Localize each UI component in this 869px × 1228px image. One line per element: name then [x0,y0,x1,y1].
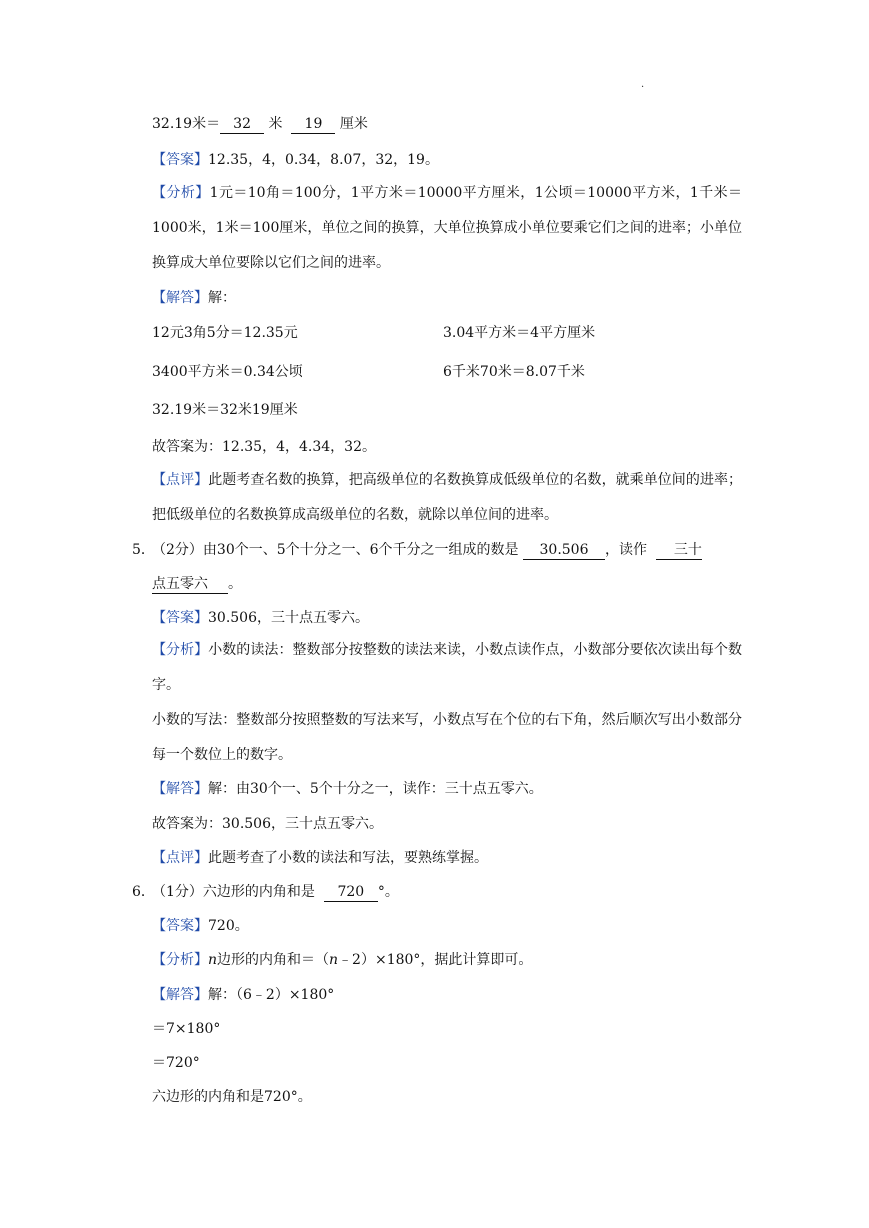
q5-solution-final: 故答案为：30.506，三十点五零六。 [152,816,383,832]
comment-tag: 【点评】 [152,472,209,488]
q6-question: （1分）六边形的内角和是 720 °。 [152,884,399,900]
analysis-tag: 【分析】 [152,952,208,968]
answer-blank: 19 [291,115,335,134]
answer-tag: 【答案】 [152,152,208,168]
q5-question-line2: 点五零六 。 [152,576,242,592]
q4-solution-r3: 32.19米＝32米19厘米 [152,402,298,418]
q6-solution: 【解答】解：（6﹣2）×180° [152,987,335,1003]
answer-blank: 32 [220,115,264,134]
q4-answer: 【答案】12.35，4，0.34，8.07，32，19。 [152,152,439,168]
comment-tag: 【点评】 [152,850,208,866]
q4-comment: 【点评】此题考查名数的换算，把高级单位的名数换算成低级单位的名数，就乘单位间的进率；把低级单位的名数换算成高级单位的名数，就除以单位间的进率。 [152,472,743,523]
q4-conversion-line: 32.19米＝ 32 米 19 厘米 [152,116,368,132]
q5-analysis-writing: 小数的写法：整数部分按照整数的写法来写，小数点写在个位的右下角，然后顺次写出小数部分每一个数位上的数字。 [152,712,742,763]
answer-blank: 三十 [656,541,702,560]
answer-blank: 点五零六 [152,575,228,594]
q6-solution-conclusion: 六边形的内角和是720°。 [152,1089,312,1105]
solution-tag: 【解答】 [152,290,208,306]
q4-analysis: 【分析】1元＝10角＝100分，1平方米＝10000平方厘米，1公顷＝10000平方米，1千米＝1000米，1米＝100厘米，单位之间的换算，大单位换算成小单位要乘它们之间的进率；小单位换算成大单位要除以它们之间的进率。 [152,185,742,271]
q4-solution-intro: 【解答】解： [152,290,236,306]
q6-solution-step1: ＝7×180° [152,1021,221,1037]
q5-solution: 【解答】解：由30个一、5个十分之一，读作：三十点五零六。 [152,781,543,797]
solution-tag: 【解答】 [152,781,208,797]
analysis-tag: 【分析】 [152,185,210,201]
q5-question-line1: （2分）由30个一、5个十分之一、6个千分之一组成的数是 30.506 ，读作 三十 [152,542,702,558]
q5-analysis: 【分析】小数的读法：整数部分按整数的读法来读，小数点读作点，小数部分要依次读出每个数字。 [152,642,743,693]
q4-solution-r1a: 12元3角5分＝12.35元 [152,325,298,341]
answer-tag: 【答案】 [152,918,208,934]
solution-tag: 【解答】 [152,987,208,1003]
q6-number: 6． [132,884,155,900]
analysis-tag: 【分析】 [152,642,209,658]
q6-analysis: 【分析】n边形的内角和＝（n﹣2）×180°，据此计算即可。 [152,952,533,968]
q5-answer: 【答案】30.506，三十点五零六。 [152,610,369,626]
q6-answer: 【答案】720。 [152,918,249,934]
header-dot: · [641,82,645,93]
q4-solution-r2a: 3400平方米＝0.34公顷 [152,364,303,380]
q6-solution-step2: ＝720° [152,1055,200,1071]
answer-blank: 720 [324,883,378,902]
q4-solution-final: 故答案为：12.35，4，4.34，32。 [152,439,376,455]
q4-solution-r2b: 6千米70米＝8.07千米 [443,364,585,380]
answer-blank: 30.506 [523,541,605,560]
q5-number: 5． [132,542,155,558]
q5-comment: 【点评】此题考查了小数的读法和写法，要熟练掌握。 [152,850,488,866]
q4-solution-r1b: 3.04平方米＝4平方厘米 [443,325,596,341]
answer-tag: 【答案】 [152,610,208,626]
